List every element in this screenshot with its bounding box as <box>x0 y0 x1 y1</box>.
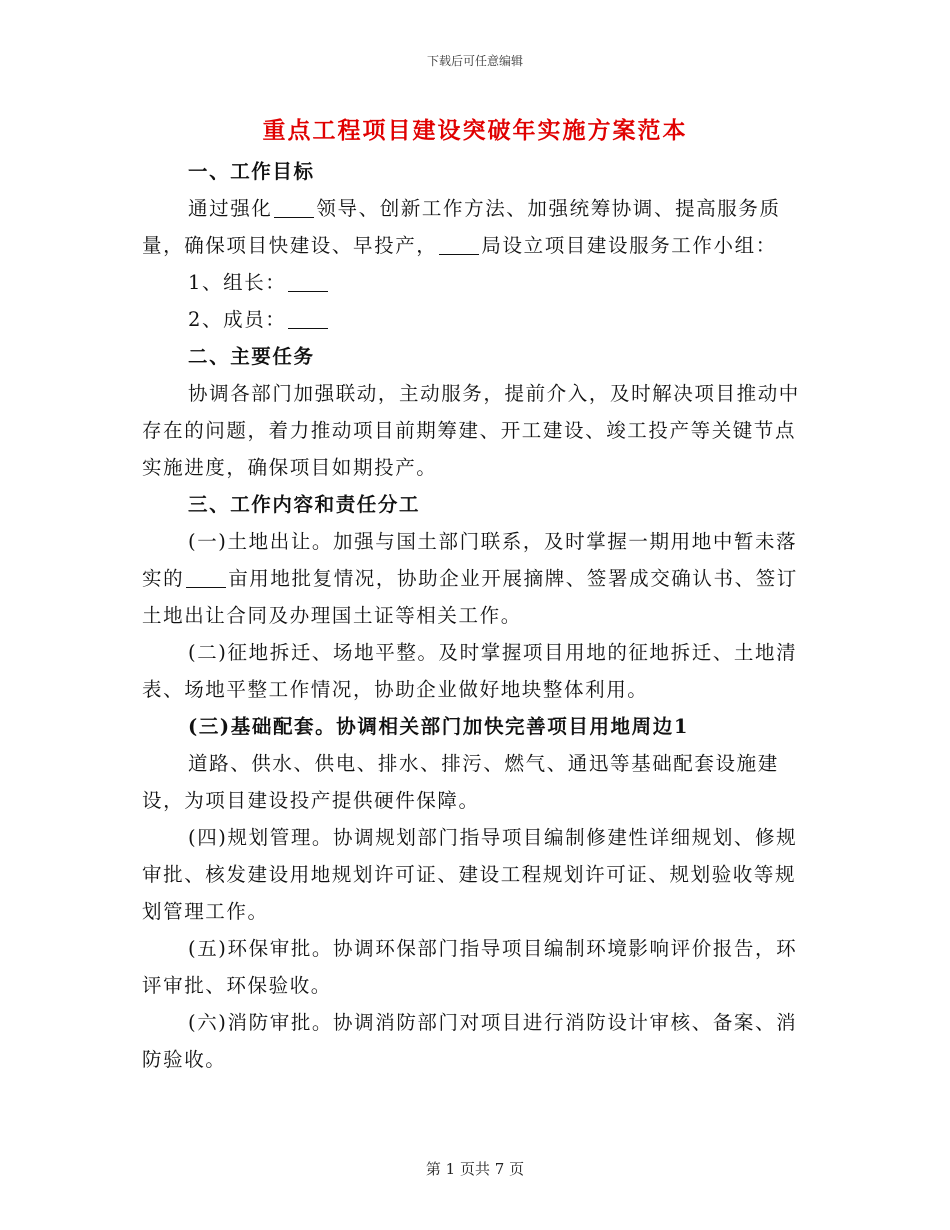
leader-label: 1、组长： <box>188 271 287 294</box>
fill-in-blank <box>186 568 226 589</box>
text-run: 通过强化 <box>188 197 273 220</box>
fill-in-blank <box>288 272 328 293</box>
paragraph-item-4: (四)规划管理。协调规划部门指导项目编制修建性详细规划、修规审批、核发建设用地规划许可证、建设工程规划许可证、规划验收等规划管理工作。 <box>142 826 798 923</box>
members-label: 2、成员： <box>188 308 287 331</box>
paragraph-item-2: (二)征地拆迁、场地平整。及时掌握项目用地的征地拆迁、土地清表、场地平整工作情况，协助企业做好地块整体利用。 <box>142 641 798 701</box>
paragraph-item-1 <box>142 523 802 634</box>
list-item-members <box>142 301 802 338</box>
paragraph-goals <box>142 190 802 264</box>
paragraph-item-3-body: 道路、供水、供电、排水、排污、燃气、通迅等基础配套设施建设，为项目建设投产提供硬件保障。 <box>142 752 779 812</box>
fill-in-blank <box>274 198 314 219</box>
text-run: 局设立项目建设服务工作小组： <box>481 234 777 257</box>
text-run: 领导、创新工作方法、加强统筹协调、提高服务质量，确保项目快建设、早投产， <box>142 197 781 257</box>
document-body <box>142 153 802 1078</box>
fill-in-blank <box>288 309 328 330</box>
list-item-leader <box>142 264 802 301</box>
paragraph-item-6: (六)消防审批。协调消防部门对项目进行消防设计审核、备案、消防验收。 <box>142 1011 798 1071</box>
page-header: 下载后可任意编辑 <box>426 54 523 68</box>
section-heading-goals: 一、工作目标 <box>188 160 315 183</box>
fill-in-blank <box>439 235 479 256</box>
section-heading-tasks: 二、主要任务 <box>188 345 315 368</box>
document-title: 重点工程项目建设突破年实施方案范本 <box>262 117 688 144</box>
text-run: (一)土地出让。加强与国土部门联系，及时掌握一期用地中暂未落实的 <box>142 530 798 590</box>
section-heading-content: 三、工作内容和责任分工 <box>188 493 421 516</box>
paragraph-item-3-head: (三)基础配套。协调相关部门加快完善项目用地周边1 <box>188 715 690 738</box>
paragraph-tasks: 协调各部门加强联动，主动服务，提前介入，及时解决项目推动中存在的问题，着力推动项目前期筹建、开工建设、竣工投产等关键节点实施进度，确保项目如期投产。 <box>142 382 800 479</box>
paragraph-item-5: (五)环保审批。协调环保部门指导项目编制环境影响评价报告，环评审批、环保验收。 <box>142 937 798 997</box>
page-footer: 第 1 页共 7 页 <box>425 1160 525 1178</box>
text-run: 亩用地批复情况，协助企业开展摘牌、签署成交确认书、签订土地出让合同及办理国土证等相关工作。 <box>142 567 798 627</box>
